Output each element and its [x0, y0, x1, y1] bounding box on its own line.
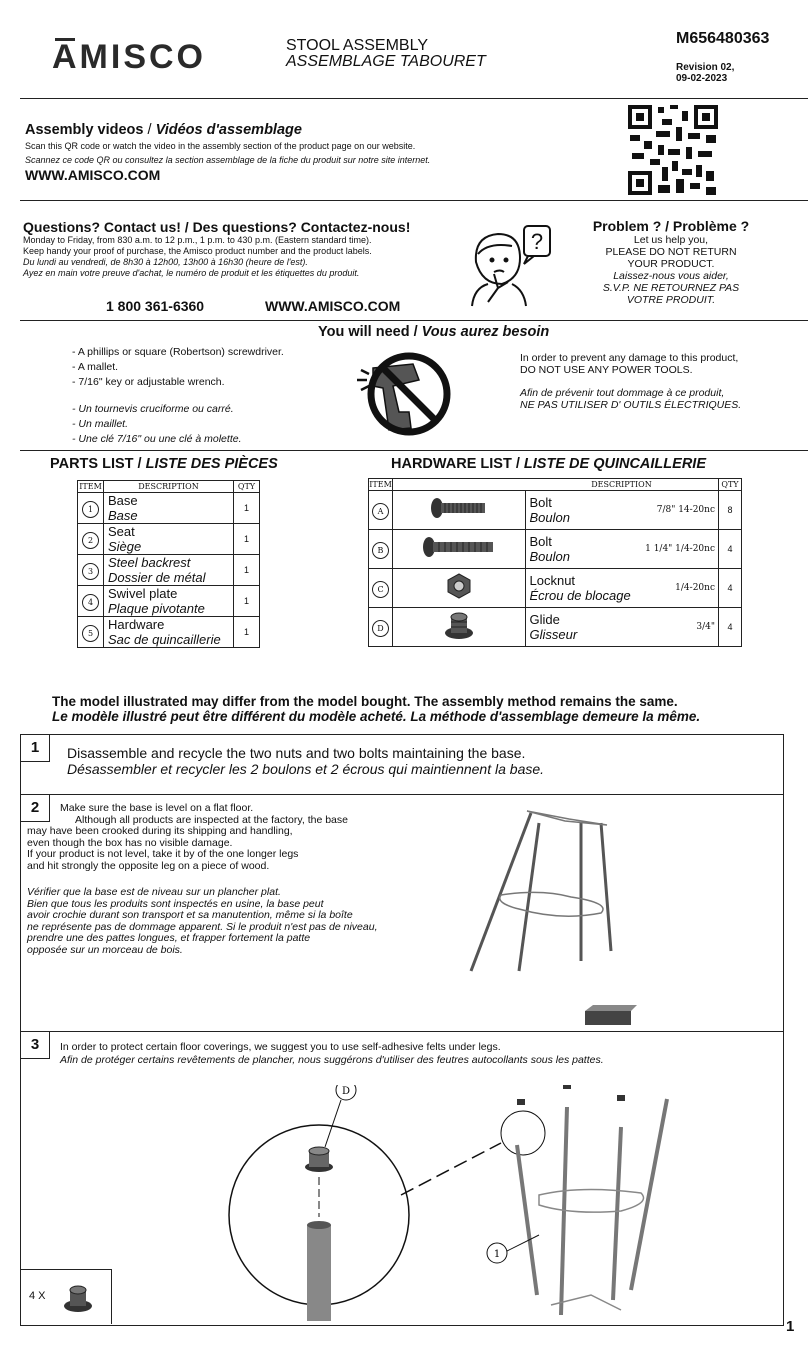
step-number: 2 — [21, 795, 50, 822]
hardware-table — [368, 478, 742, 647]
item-letter: A — [372, 503, 389, 520]
stool-base-illustration — [461, 803, 651, 1033]
short-bolt-icon — [429, 495, 489, 521]
step-divider — [21, 794, 783, 795]
tool-item: - A mallet. — [72, 361, 119, 373]
item-number: 1 — [82, 501, 99, 518]
col-description: DESCRIPTION — [525, 479, 719, 491]
hw-name-en: Locknut — [529, 573, 576, 588]
qr-code[interactable] — [628, 105, 718, 195]
revision-date: 09-02-2023 — [676, 73, 728, 84]
hardware-heading — [391, 456, 706, 472]
step2-line: avoir crochie durant son transport et sa manutention, même si la boîte — [27, 909, 353, 921]
title-fr: ASSEMBLAGE TABOURET — [286, 53, 486, 70]
step2-line: may have been crooked during its shipping and handling, — [27, 825, 293, 837]
problem-line-5: S.V.P. NE RETOURNEZ PAS — [602, 282, 740, 294]
question-bubble-text: ? — [530, 229, 544, 254]
videos-heading-en: Assembly videos — [25, 122, 144, 138]
hw-name-fr: Glisseur — [529, 627, 578, 642]
part-qty: 1 — [234, 555, 260, 586]
part-name-en: Steel backrest — [108, 555, 191, 570]
contact-hours-en: Monday to Friday, from 830 a.m. to 12 p.m., 1 p.m. to 430 p.m. (Eastern standard time). — [23, 235, 372, 245]
col-item: ITEM — [369, 480, 392, 489]
item-number: 5 — [82, 625, 99, 642]
notice-fr: Le modèle illustré peut être différent du modèle acheté. La méthode d'assemblage demeure la même. — [52, 709, 701, 724]
problem-line-6: VOTRE PRODUIT. — [626, 294, 716, 306]
warn-en-2: DO NOT USE ANY POWER TOOLS. — [520, 364, 693, 376]
part-name-fr: Dossier de métal — [108, 570, 206, 585]
need-heading — [318, 324, 549, 340]
table-row — [78, 493, 260, 524]
table-row — [369, 491, 742, 530]
hw-name-en: Glide — [529, 612, 560, 627]
hw-qty: 4 — [719, 569, 742, 608]
part-qty: 1 — [234, 586, 260, 617]
problem-line-1: Let us help you, — [633, 234, 709, 246]
step3-en: In order to protect certain floor coverings, we suggest you to use self-adhesive felts under legs. — [60, 1041, 501, 1053]
table-row — [369, 530, 742, 569]
revision — [676, 62, 734, 84]
part-name-fr: Sac de quincaillerie — [108, 632, 221, 647]
table-row — [369, 569, 742, 608]
title-en: STOOL ASSEMBLY — [286, 37, 428, 54]
warn-fr-1: Afin de prévenir tout dommage à ce produit, — [520, 387, 725, 399]
warn-en — [520, 352, 738, 376]
hardware-heading-fr: LISTE DE QUINCAILLERIE — [523, 456, 706, 472]
step2-line: If your product is not level, take it by of the one longer legs — [27, 848, 299, 860]
step2-line: Bien que tous les produits sont inspectés en usine, la base peut — [27, 897, 324, 910]
step3-text — [60, 1041, 604, 1067]
videos-text-en: Scan this QR code or watch the video in the assembly section of the product page on our website. — [25, 141, 416, 151]
model-number: M656480363 — [676, 30, 770, 47]
hw-name-fr: Boulon — [529, 549, 570, 564]
step1-en: Disassemble and recycle the two nuts and two bolts maintaining the base. — [67, 745, 526, 761]
hw-qty: 4 — [719, 608, 742, 647]
quantity-label: 4 X — [29, 1290, 46, 1302]
divider — [20, 98, 808, 99]
contact-url[interactable]: WWW.AMISCO.COM — [265, 298, 401, 314]
contact-heading: Questions? Contact us! / Des questions? Contactez-nous! — [23, 219, 411, 235]
tools-en — [72, 346, 284, 388]
step2-line: even though the box has no visible damage. — [27, 836, 233, 849]
contact-phone[interactable]: 1 800 361-6360 — [106, 298, 205, 314]
glide-detail-illustration — [221, 1085, 691, 1325]
videos-heading-fr: Vidéos d'assemblage — [155, 122, 302, 138]
part-name-fr: Siège — [108, 539, 142, 554]
table-row — [78, 555, 260, 586]
warn-fr-2: NE PAS UTILISER D' OUTILS ÉLECTRIQUES. — [520, 399, 742, 411]
videos-heading — [25, 122, 302, 138]
table-row — [369, 608, 742, 647]
hardware-heading-en: HARDWARE LIST / — [391, 456, 520, 472]
part-name-fr: Plaque pivotante — [108, 601, 205, 616]
page-number: 1 — [786, 1318, 795, 1335]
step2-line: Vérifier que la base est de niveau sur un plancher plat. — [27, 886, 281, 898]
divider — [20, 200, 808, 201]
hw-spec: 1/4-20nc — [639, 569, 718, 608]
step2-text-fr — [27, 887, 377, 956]
warn-fr — [520, 387, 741, 411]
glide-small-icon — [61, 1280, 95, 1314]
notice-en: The model illustrated may differ from the model bought. The assembly method remains the same. — [52, 694, 678, 709]
tools-fr — [72, 403, 242, 445]
problem-block — [576, 218, 766, 306]
step1-text — [67, 745, 544, 777]
videos-text-fr: Scannez ce code QR ou consultez la section assemblage de la fiche du produit sur notre site internet. — [25, 155, 431, 165]
part-qty: 1 — [234, 493, 260, 524]
step2-line: Make sure the base is level on a flat floor. — [60, 802, 254, 814]
videos-separator: / — [147, 122, 152, 138]
tool-item: - Une clé 7/16" ou une clé à molette. — [72, 433, 242, 445]
document-title — [286, 38, 486, 70]
long-bolt-icon — [421, 534, 497, 560]
item-number: 4 — [82, 594, 99, 611]
no-power-tools-icon — [353, 350, 453, 442]
part-qty: 1 — [234, 524, 260, 555]
step2-line: opposée sur un morceau de bois. — [27, 943, 183, 956]
brand-logo: AMISCO — [52, 38, 206, 76]
revision-label: Revision 02, — [676, 62, 735, 73]
warn-en-1: In order to prevent any damage to this product, — [520, 352, 739, 364]
item-letter: D — [372, 620, 389, 637]
tool-item: - A phillips or square (Robertson) screwdriver. — [72, 346, 284, 358]
tool-item: - Un maillet. — [72, 418, 129, 430]
divider — [20, 320, 808, 321]
step-number: 3 — [21, 1032, 50, 1059]
part-qty: 1 — [234, 617, 260, 648]
step2-line: and hit strongly the opposite leg on a piece of wood. — [27, 859, 270, 872]
hw-name-en: Bolt — [529, 534, 552, 549]
table-row — [78, 524, 260, 555]
locknut-icon — [446, 572, 472, 600]
divider — [20, 450, 808, 451]
need-heading-fr: Vous aurez besoin — [421, 324, 550, 340]
thinking-person-icon — [468, 222, 554, 308]
hw-spec: 7/8" 14-20nc — [639, 491, 718, 530]
part-name-en: Seat — [108, 524, 135, 539]
steps-box — [20, 734, 784, 1326]
callout-1: 1 — [493, 1249, 501, 1260]
parts-heading-en: PARTS LIST / — [50, 456, 142, 472]
part-name-en: Swivel plate — [108, 586, 178, 601]
tool-item: - 7/16" key or adjustable wrench. — [72, 376, 225, 388]
col-description: DESCRIPTION — [104, 481, 234, 493]
parts-heading — [50, 456, 278, 472]
parts-heading-fr: LISTE DES PIÈCES — [145, 456, 278, 472]
contact-proof-fr: Ayez en main votre preuve d'achat, le numéro de produit et les étiquettes du produit. — [23, 268, 360, 278]
col-qty: QTY — [719, 479, 742, 491]
table-row — [78, 586, 260, 617]
item-number: 2 — [82, 532, 99, 549]
hw-name-en: Bolt — [529, 495, 552, 510]
step2-line: prendre une des pattes longues, et frapper fortement la patte — [27, 932, 311, 944]
table-row — [78, 617, 260, 648]
problem-line-3: YOUR PRODUCT. — [627, 258, 715, 270]
hw-qty: 8 — [719, 491, 742, 530]
tool-item: - Un tournevis cruciforme ou carré. — [72, 403, 234, 415]
hw-name-fr: Écrou de blocage — [529, 588, 631, 603]
step2-line: ne représente pas de dommage apparent. Si le produit n'est pas de niveau, — [27, 920, 378, 933]
part-name-en: Hardware — [108, 617, 165, 632]
glide-icon — [442, 609, 476, 641]
need-heading-en: You will need / — [318, 324, 418, 340]
step-number: 1 — [21, 735, 50, 762]
problem-line-4: Laissez-nous vous aider, — [613, 270, 729, 282]
glide-detail — [305, 1147, 333, 1172]
videos-url[interactable]: WWW.AMISCO.COM — [25, 167, 161, 183]
problem-heading: Problem ? / Problème ? — [592, 218, 750, 234]
hw-qty: 4 — [719, 530, 742, 569]
item-number: 3 — [82, 563, 99, 580]
contact-proof-en: Keep handy your proof of purchase, the Amisco product number and the product labels. — [23, 246, 372, 256]
item-letter: B — [372, 542, 389, 559]
part-name-fr: Base — [108, 508, 138, 523]
parts-table — [77, 480, 260, 648]
hw-spec: 1 1/4" 1/4-20nc — [639, 530, 718, 569]
step2-line: Although all products are inspected at the factory, the base — [75, 813, 348, 826]
step2-text-en — [27, 803, 348, 872]
item-letter: C — [372, 581, 389, 598]
part-name-en: Base — [108, 493, 138, 508]
step-divider — [21, 1031, 783, 1032]
contact-hours-fr: Du lundi au vendredi, de 8h30 à 12h00, 13h00 à 16h30 (heure de l'est). — [23, 257, 308, 267]
quantity-box — [21, 1269, 112, 1324]
step1-fr: Désassembler et recycler les 2 boulons et 2 écrous qui maintiennent la base. — [67, 761, 545, 777]
callout-d: D — [341, 1086, 351, 1097]
hw-spec: 3/4" — [639, 608, 718, 647]
step3-fr: Afin de protéger certains revêtements de plancher, nous suggérons d'utiliser des feutres autocollants sous les pattes. — [60, 1054, 604, 1066]
col-item: ITEM — [79, 482, 102, 491]
col-qty: QTY — [234, 481, 260, 493]
problem-line-2: PLEASE DO NOT RETURN — [605, 246, 737, 258]
hw-name-fr: Boulon — [529, 510, 570, 525]
